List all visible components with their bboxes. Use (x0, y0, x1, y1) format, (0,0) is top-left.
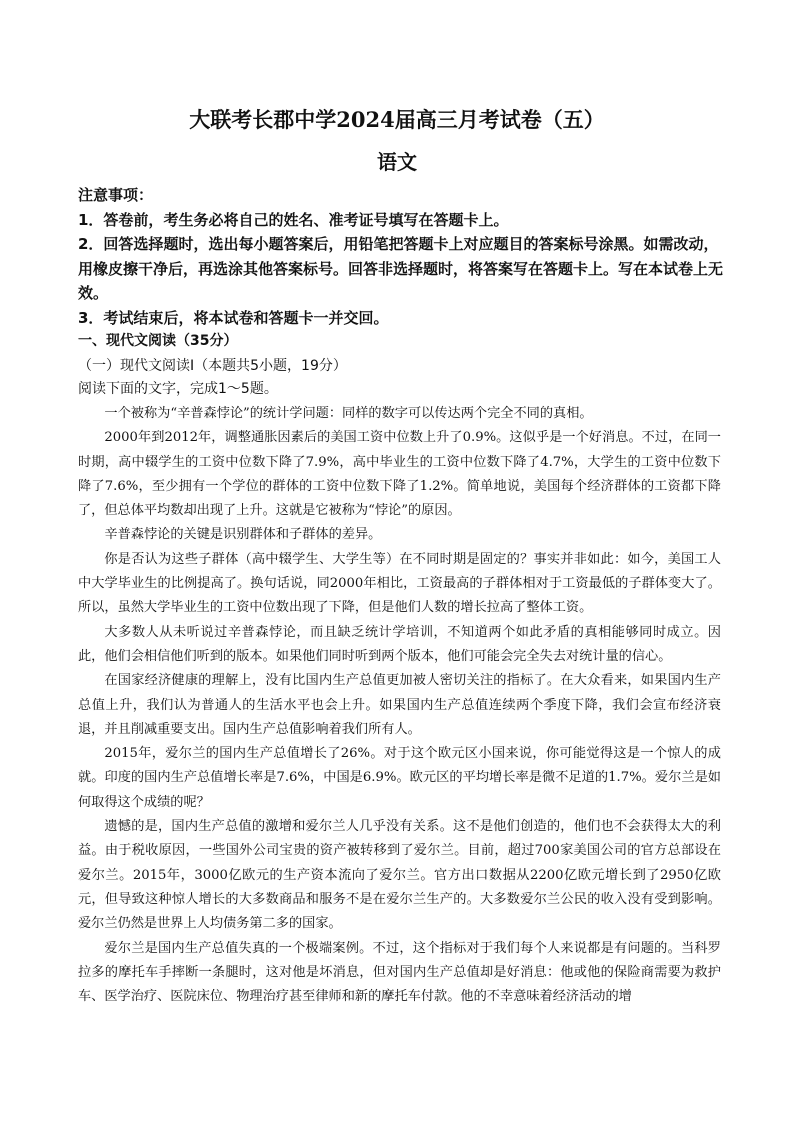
notice-item: 2．回答选择题时，选出每小题答案后，用铅笔把答题卡上对应题目的答案标号涂黑。如需改动，用橡皮擦干净后，再选涂其他答案标号。回答非选择题时，将答案写在答题卡上。写在本试卷上无效。 (78, 235, 724, 302)
notice-item: 1．答卷前，考生务必将自己的姓名、准考证号填写在答题卡上。 (78, 210, 509, 229)
passage-paragraph: 遗憾的是，国内生产总值的激增和爱尔兰人几乎没有关系。这不是他们创造的，他们也不会获得太大的利益。由于税收原因，一些国外公司宝贵的资产被转移到了爱尔兰。目前，超过700家美国公司的官方总部设在爱尔兰。2015年，3000亿欧元的生产资本流向了爱尔兰。官方出口数据从2200亿欧元增长到了2950亿欧元，但导致这种惊人增长的大多数商品和服务不是在爱尔兰生产的。大多数爱尔兰公民的收入没有受到影响。爱尔兰仍然是世界上人均债务第二多的国家。 (78, 819, 721, 932)
exam-title: 大联考长郡中学2024届高三月考试卷（五） (189, 107, 605, 132)
passage-paragraph: 大多数人从未听说过辛普森悖论，而且缺乏统计学培训，不知道两个如此矛盾的真相能够同时成立。因此，他们会相信他们听到的版本。如果他们同时听到两个版本，他们可能会完全失去对统计量的信心。 (78, 624, 721, 664)
section-heading: 一、现代文阅读（35分） (78, 333, 238, 349)
reading-passage (78, 402, 721, 1009)
passage-paragraph: 2000年到2012年，调整通胀因素后的美国工资中位数上升了0.9%。这似乎是一个好消息。不过，在同一时期，高中辍学生的工资中位数下降了7.9%，高中毕业生的工资中位数下降了4.7%，大学生的工资中位数下降了7.6%，至少拥有一个学位的群体的工资中位数下降了1.2%。简单地说，美国每个经济群体的工资都下降了，但总体平均数却出现了上升。这就是它被称为“悖论”的原因。 (78, 430, 721, 519)
notice-block (78, 183, 728, 330)
passage-paragraph: 2015年，爱尔兰的国内生产总值增长了26%。对于这个欧元区小国来说，你可能觉得这是一个惊人的成就。印度的国内生产总值增长率是7.6%，中国是6.9%。欧元区的平均增长率是微不足道的1.7%。爱尔兰是如何取得这个成绩的呢？ (78, 746, 721, 810)
passage-paragraph: 辛普森悖论的关键是识别群体和子群体的差异。 (104, 527, 382, 543)
subsection-heading: （一）现代文阅读Ⅰ（本题共5小题，19分） (78, 358, 347, 374)
passage-paragraph: 在国家经济健康的理解上，没有比国内生产总值更加被人密切关注的指标了。在大众看来，如果国内生产总值上升，我们认为普通人的生活水平也会上升。如果国内生产总值连续两个季度下降，我们会宣布经济衰退，并且削减重要支出。国内生产总值影响着我们所有人。 (78, 673, 721, 737)
reading-instruction: 阅读下面的文字，完成1～5题。 (78, 381, 278, 397)
notice-item: 3．考试结束后，将本试卷和答题卡一并交回。 (78, 308, 389, 327)
passage-paragraph: 你是否认为这些子群体（高中辍学生、大学生等）在不同时期是固定的？事实并非如此：如今，美国工人中大学毕业生的比例提高了。换句话说，同2000年相比，工资最高的子群体相对于工资最低的子群体变大了。所以，虽然大学毕业生的工资中位数出现了下降，但是他们人数的增长拉高了整体工资。 (78, 551, 721, 616)
subject-title: 语文 (377, 150, 417, 174)
passage-paragraph: 爱尔兰是国内生产总值失真的一个极端案例。不过，这个指标对于我们每个人来说都是有问题的。当科罗拉多的摩托车手摔断一条腿时，这对他是坏消息，但对国内生产总值却是好消息：他或他的保险商需要为救护车、医学治疗、医院床位、物理治疗甚至律师和新的摩托车付款。他的不幸意味着经济活动的增 (78, 940, 721, 1005)
notice-heading: 注意事项： (78, 186, 154, 204)
passage-paragraph: 一个被称为“辛普森悖论”的统计学问题：同样的数字可以传达两个完全不同的真相。 (104, 406, 593, 421)
